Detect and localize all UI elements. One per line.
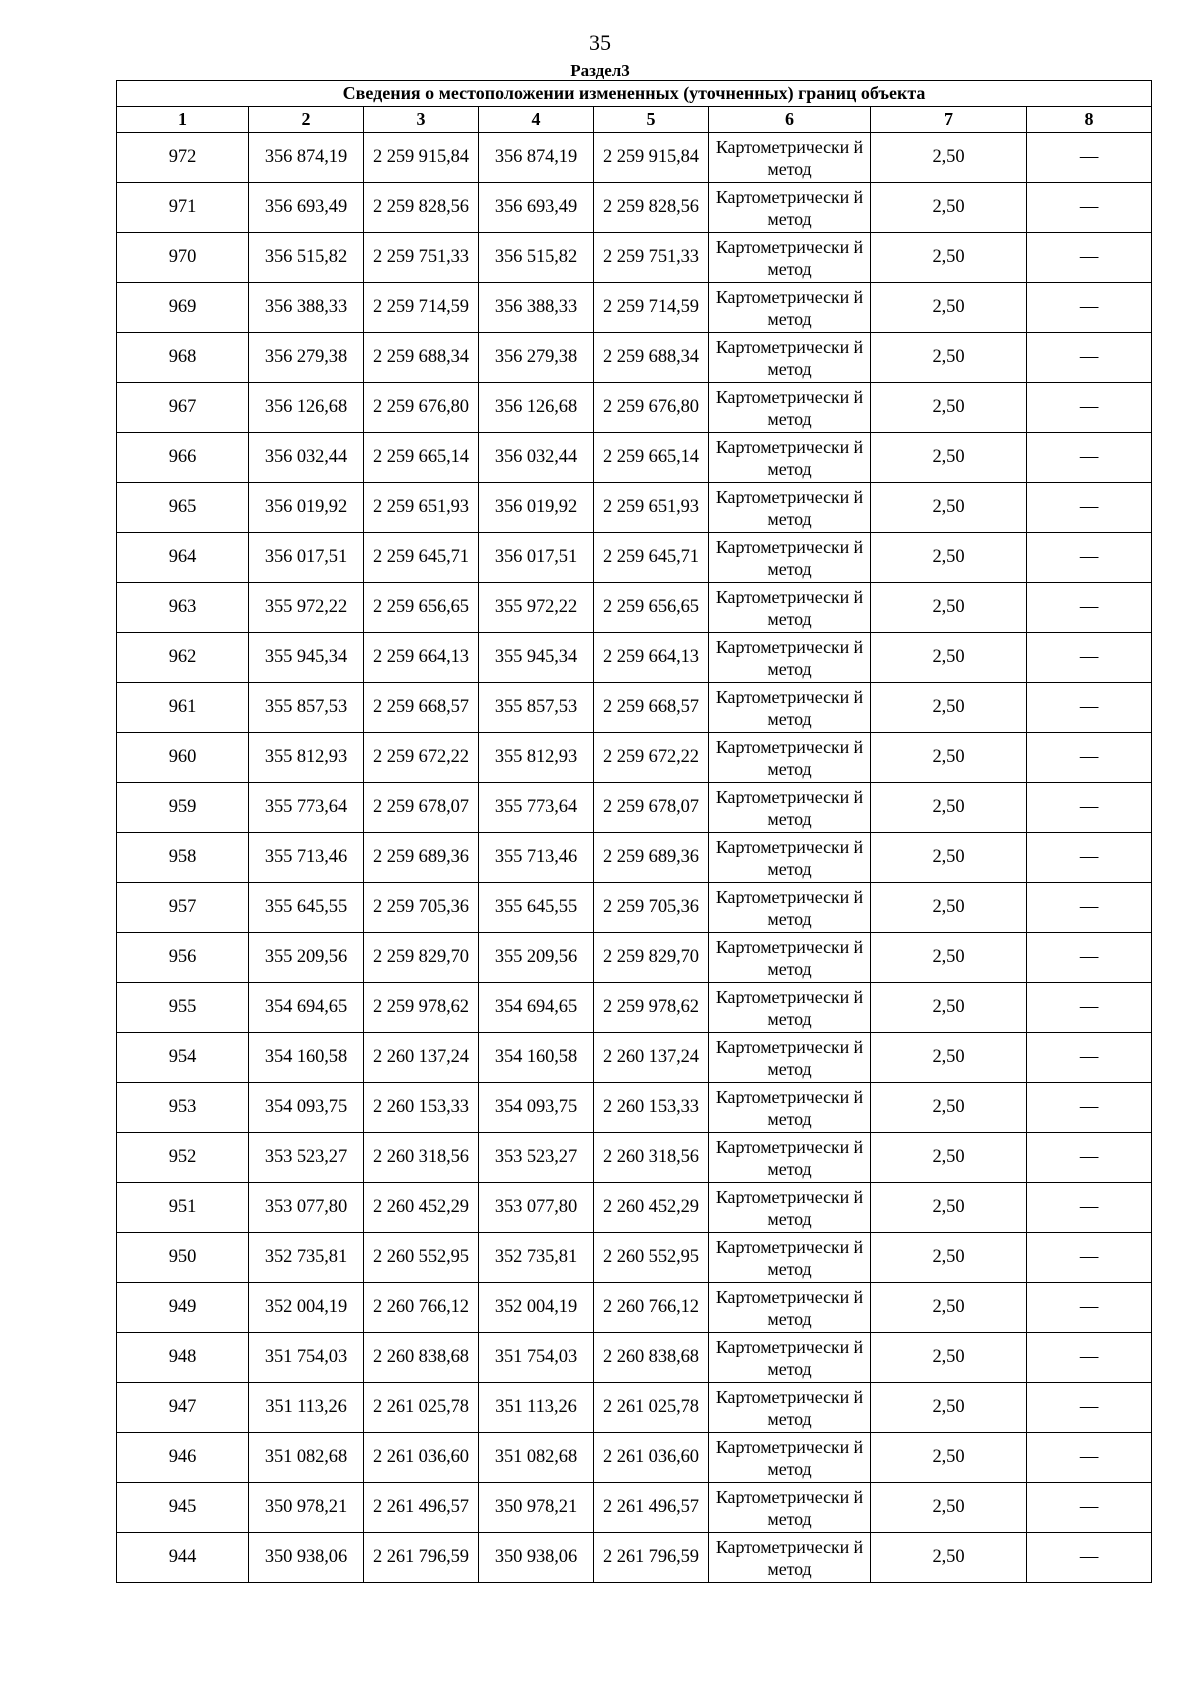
- coord-y-new-cell: 2 259 705,36: [594, 883, 709, 933]
- coord-y-existing-cell: 2 259 645,71: [364, 533, 479, 583]
- coord-x-new-cell: 354 160,58: [479, 1033, 594, 1083]
- coord-x-existing-cell: 354 694,65: [249, 983, 364, 1033]
- point-number-cell: 953: [117, 1083, 249, 1133]
- method-cell: Картометрически й метод: [709, 583, 871, 633]
- coord-y-new-cell: 2 259 672,22: [594, 733, 709, 783]
- accuracy-cell: 2,50: [871, 1033, 1027, 1083]
- method-cell: Картометрически й метод: [709, 633, 871, 683]
- coord-y-new-cell: 2 259 915,84: [594, 133, 709, 183]
- method-cell: Картометрически й метод: [709, 1083, 871, 1133]
- description-cell: —: [1027, 433, 1152, 483]
- column-number-header: 6: [709, 107, 871, 133]
- coord-y-existing-cell: 2 261 496,57: [364, 1483, 479, 1533]
- coord-x-new-cell: 354 093,75: [479, 1083, 594, 1133]
- coord-x-existing-cell: 355 713,46: [249, 833, 364, 883]
- description-cell: —: [1027, 333, 1152, 383]
- method-cell: Картометрически й метод: [709, 1033, 871, 1083]
- point-number-cell: 954: [117, 1033, 249, 1083]
- coord-y-new-cell: 2 260 153,33: [594, 1083, 709, 1133]
- accuracy-cell: 2,50: [871, 883, 1027, 933]
- point-number-cell: 961: [117, 683, 249, 733]
- coord-y-existing-cell: 2 259 651,93: [364, 483, 479, 533]
- page-number: 35: [589, 30, 611, 55]
- coord-x-new-cell: 355 645,55: [479, 883, 594, 933]
- method-cell: Картометрически й метод: [709, 833, 871, 883]
- coord-x-new-cell: 355 209,56: [479, 933, 594, 983]
- coord-x-existing-cell: 356 515,82: [249, 233, 364, 283]
- coord-x-new-cell: 356 874,19: [479, 133, 594, 183]
- accuracy-cell: 2,50: [871, 733, 1027, 783]
- method-cell: Картометрически й метод: [709, 383, 871, 433]
- description-cell: —: [1027, 483, 1152, 533]
- point-number-cell: 958: [117, 833, 249, 883]
- method-cell: Картометрически й метод: [709, 1383, 871, 1433]
- point-number-cell: 970: [117, 233, 249, 283]
- table-row: [117, 983, 1152, 1033]
- coord-y-existing-cell: 2 259 915,84: [364, 133, 479, 183]
- description-cell: —: [1027, 1433, 1152, 1483]
- coord-y-new-cell: 2 260 552,95: [594, 1233, 709, 1283]
- accuracy-cell: 2,50: [871, 1483, 1027, 1533]
- accuracy-cell: 2,50: [871, 1283, 1027, 1333]
- accuracy-cell: 2,50: [871, 583, 1027, 633]
- accuracy-cell: 2,50: [871, 783, 1027, 833]
- description-cell: —: [1027, 183, 1152, 233]
- point-number-cell: 960: [117, 733, 249, 783]
- table-row: [117, 133, 1152, 183]
- method-cell: Картометрически й метод: [709, 1333, 871, 1383]
- coord-y-existing-cell: 2 259 829,70: [364, 933, 479, 983]
- coord-x-new-cell: 353 523,27: [479, 1133, 594, 1183]
- coord-y-existing-cell: 2 259 668,57: [364, 683, 479, 733]
- coord-x-new-cell: 351 113,26: [479, 1383, 594, 1433]
- coord-x-existing-cell: 355 645,55: [249, 883, 364, 933]
- description-cell: —: [1027, 1233, 1152, 1283]
- column-number-header: 7: [871, 107, 1027, 133]
- method-cell: Картометрически й метод: [709, 283, 871, 333]
- description-cell: —: [1027, 583, 1152, 633]
- coord-y-new-cell: 2 259 668,57: [594, 683, 709, 733]
- coord-x-new-cell: 352 735,81: [479, 1233, 594, 1283]
- description-cell: —: [1027, 783, 1152, 833]
- table-row: [117, 583, 1152, 633]
- accuracy-cell: 2,50: [871, 483, 1027, 533]
- coord-x-existing-cell: 355 857,53: [249, 683, 364, 733]
- coord-x-existing-cell: 351 754,03: [249, 1333, 364, 1383]
- coord-y-existing-cell: 2 260 452,29: [364, 1183, 479, 1233]
- coord-x-existing-cell: 356 017,51: [249, 533, 364, 583]
- coord-y-new-cell: 2 261 796,59: [594, 1533, 709, 1583]
- section-title: Раздел3: [570, 61, 630, 80]
- point-number-cell: 972: [117, 133, 249, 183]
- point-number-cell: 955: [117, 983, 249, 1033]
- coord-x-new-cell: 355 812,93: [479, 733, 594, 783]
- point-number-cell: 965: [117, 483, 249, 533]
- coord-x-existing-cell: 354 160,58: [249, 1033, 364, 1083]
- coord-x-new-cell: 356 017,51: [479, 533, 594, 583]
- coord-y-new-cell: 2 259 828,56: [594, 183, 709, 233]
- accuracy-cell: 2,50: [871, 1433, 1027, 1483]
- point-number-cell: 969: [117, 283, 249, 333]
- accuracy-cell: 2,50: [871, 333, 1027, 383]
- coord-y-existing-cell: 2 260 838,68: [364, 1333, 479, 1383]
- coord-y-new-cell: 2 259 678,07: [594, 783, 709, 833]
- coord-y-existing-cell: 2 259 664,13: [364, 633, 479, 683]
- table-row: [117, 1083, 1152, 1133]
- table-row: [117, 783, 1152, 833]
- accuracy-cell: 2,50: [871, 1133, 1027, 1183]
- coord-x-existing-cell: 350 938,06: [249, 1533, 364, 1583]
- coord-y-new-cell: 2 259 714,59: [594, 283, 709, 333]
- method-cell: Картометрически й метод: [709, 133, 871, 183]
- method-cell: Картометрически й метод: [709, 183, 871, 233]
- description-cell: —: [1027, 383, 1152, 433]
- coord-y-existing-cell: 2 259 676,80: [364, 383, 479, 433]
- point-number-cell: 964: [117, 533, 249, 583]
- method-cell: Картометрически й метод: [709, 883, 871, 933]
- coord-y-new-cell: 2 259 751,33: [594, 233, 709, 283]
- coord-x-new-cell: 356 126,68: [479, 383, 594, 433]
- method-cell: Картометрически й метод: [709, 1433, 871, 1483]
- coord-y-existing-cell: 2 259 665,14: [364, 433, 479, 483]
- method-cell: Картометрически й метод: [709, 533, 871, 583]
- point-number-cell: 956: [117, 933, 249, 983]
- coord-y-existing-cell: 2 260 153,33: [364, 1083, 479, 1133]
- coord-y-existing-cell: 2 259 656,65: [364, 583, 479, 633]
- coord-x-new-cell: 354 694,65: [479, 983, 594, 1033]
- column-number-header: 8: [1027, 107, 1152, 133]
- description-cell: —: [1027, 283, 1152, 333]
- point-number-cell: 963: [117, 583, 249, 633]
- coord-y-existing-cell: 2 261 036,60: [364, 1433, 479, 1483]
- method-cell: Картометрически й метод: [709, 1483, 871, 1533]
- coord-y-existing-cell: 2 261 796,59: [364, 1533, 479, 1583]
- coord-x-new-cell: 355 773,64: [479, 783, 594, 833]
- coord-x-new-cell: 351 754,03: [479, 1333, 594, 1383]
- coord-x-existing-cell: 356 874,19: [249, 133, 364, 183]
- coord-y-new-cell: 2 259 689,36: [594, 833, 709, 883]
- method-cell: Картометрически й метод: [709, 783, 871, 833]
- accuracy-cell: 2,50: [871, 233, 1027, 283]
- description-cell: —: [1027, 1533, 1152, 1583]
- description-cell: —: [1027, 1133, 1152, 1183]
- table-row: [117, 533, 1152, 583]
- description-cell: —: [1027, 1383, 1152, 1433]
- table-row: [117, 1333, 1152, 1383]
- table-row: [117, 883, 1152, 933]
- coord-x-existing-cell: 350 978,21: [249, 1483, 364, 1533]
- coord-y-existing-cell: 2 260 766,12: [364, 1283, 479, 1333]
- coord-y-new-cell: 2 259 645,71: [594, 533, 709, 583]
- accuracy-cell: 2,50: [871, 433, 1027, 483]
- description-cell: —: [1027, 133, 1152, 183]
- coord-x-existing-cell: 355 812,93: [249, 733, 364, 783]
- point-number-cell: 967: [117, 383, 249, 433]
- coord-y-new-cell: 2 259 829,70: [594, 933, 709, 983]
- coord-x-existing-cell: 356 388,33: [249, 283, 364, 333]
- coord-y-existing-cell: 2 261 025,78: [364, 1383, 479, 1433]
- description-cell: —: [1027, 233, 1152, 283]
- coord-y-existing-cell: 2 259 678,07: [364, 783, 479, 833]
- description-cell: —: [1027, 983, 1152, 1033]
- accuracy-cell: 2,50: [871, 133, 1027, 183]
- table-body: [117, 133, 1152, 1583]
- coord-y-existing-cell: 2 259 714,59: [364, 283, 479, 333]
- method-cell: Картометрически й метод: [709, 483, 871, 533]
- coord-y-new-cell: 2 259 656,65: [594, 583, 709, 633]
- method-cell: Картометрически й метод: [709, 733, 871, 783]
- accuracy-cell: 2,50: [871, 1533, 1027, 1583]
- description-cell: —: [1027, 733, 1152, 783]
- coord-y-new-cell: 2 261 036,60: [594, 1433, 709, 1483]
- coord-y-new-cell: 2 259 978,62: [594, 983, 709, 1033]
- table-row: [117, 383, 1152, 433]
- table-row: [117, 183, 1152, 233]
- accuracy-cell: 2,50: [871, 183, 1027, 233]
- coord-x-existing-cell: 355 972,22: [249, 583, 364, 633]
- coord-x-existing-cell: 355 773,64: [249, 783, 364, 833]
- column-number-header: 4: [479, 107, 594, 133]
- coord-x-new-cell: 355 945,34: [479, 633, 594, 683]
- method-cell: Картометрически й метод: [709, 1533, 871, 1583]
- coord-y-existing-cell: 2 259 672,22: [364, 733, 479, 783]
- accuracy-cell: 2,50: [871, 1233, 1027, 1283]
- table-row: [117, 1383, 1152, 1433]
- coord-y-new-cell: 2 259 665,14: [594, 433, 709, 483]
- point-number-cell: 959: [117, 783, 249, 833]
- point-number-cell: 949: [117, 1283, 249, 1333]
- table-row: [117, 1483, 1152, 1533]
- point-number-cell: 946: [117, 1433, 249, 1483]
- coord-y-new-cell: 2 260 137,24: [594, 1033, 709, 1083]
- accuracy-cell: 2,50: [871, 983, 1027, 1033]
- column-number-row: [117, 107, 1152, 133]
- coord-y-new-cell: 2 260 318,56: [594, 1133, 709, 1183]
- column-number-header: 1: [117, 107, 249, 133]
- accuracy-cell: 2,50: [871, 833, 1027, 883]
- table-row: [117, 1533, 1152, 1583]
- accuracy-cell: 2,50: [871, 1183, 1027, 1233]
- method-cell: Картометрически й метод: [709, 233, 871, 283]
- table-row: [117, 933, 1152, 983]
- coord-y-new-cell: 2 260 766,12: [594, 1283, 709, 1333]
- point-number-cell: 945: [117, 1483, 249, 1533]
- coord-y-existing-cell: 2 260 137,24: [364, 1033, 479, 1083]
- table-row: [117, 733, 1152, 783]
- coord-y-existing-cell: 2 259 751,33: [364, 233, 479, 283]
- table-row: [117, 233, 1152, 283]
- coord-x-existing-cell: 352 735,81: [249, 1233, 364, 1283]
- table-row: [117, 683, 1152, 733]
- method-cell: Картометрически й метод: [709, 1233, 871, 1283]
- coord-x-existing-cell: 356 019,92: [249, 483, 364, 533]
- accuracy-cell: 2,50: [871, 383, 1027, 433]
- coord-x-new-cell: 355 972,22: [479, 583, 594, 633]
- table-row: [117, 1033, 1152, 1083]
- table-row: [117, 1283, 1152, 1333]
- description-cell: —: [1027, 1283, 1152, 1333]
- accuracy-cell: 2,50: [871, 683, 1027, 733]
- boundary-points-table: [116, 80, 1152, 1583]
- accuracy-cell: 2,50: [871, 633, 1027, 683]
- coord-y-existing-cell: 2 260 318,56: [364, 1133, 479, 1183]
- accuracy-cell: 2,50: [871, 533, 1027, 583]
- method-cell: Картометрически й метод: [709, 1283, 871, 1333]
- method-cell: Картометрически й метод: [709, 333, 871, 383]
- coord-x-existing-cell: 351 082,68: [249, 1433, 364, 1483]
- column-number-header: 3: [364, 107, 479, 133]
- table-caption: Сведения о местоположении измененных (уточненных) границ объекта: [117, 81, 1152, 107]
- coord-x-new-cell: 356 388,33: [479, 283, 594, 333]
- coord-y-existing-cell: 2 259 978,62: [364, 983, 479, 1033]
- coord-x-new-cell: 355 713,46: [479, 833, 594, 883]
- coord-y-new-cell: 2 260 838,68: [594, 1333, 709, 1383]
- coord-x-new-cell: 353 077,80: [479, 1183, 594, 1233]
- column-number-header: 2: [249, 107, 364, 133]
- coord-y-new-cell: 2 260 452,29: [594, 1183, 709, 1233]
- coord-x-new-cell: 356 279,38: [479, 333, 594, 383]
- point-number-cell: 957: [117, 883, 249, 933]
- table-row: [117, 633, 1152, 683]
- point-number-cell: 948: [117, 1333, 249, 1383]
- method-cell: Картометрически й метод: [709, 433, 871, 483]
- coord-x-existing-cell: 352 004,19: [249, 1283, 364, 1333]
- accuracy-cell: 2,50: [871, 1083, 1027, 1133]
- table-row: [117, 283, 1152, 333]
- coord-x-existing-cell: 353 523,27: [249, 1133, 364, 1183]
- coord-y-new-cell: 2 259 651,93: [594, 483, 709, 533]
- description-cell: —: [1027, 833, 1152, 883]
- table-caption-row: [117, 81, 1152, 107]
- column-number-header: 5: [594, 107, 709, 133]
- description-cell: —: [1027, 1483, 1152, 1533]
- coord-x-new-cell: 356 019,92: [479, 483, 594, 533]
- point-number-cell: 950: [117, 1233, 249, 1283]
- coord-x-new-cell: 351 082,68: [479, 1433, 594, 1483]
- coord-y-new-cell: 2 259 676,80: [594, 383, 709, 433]
- description-cell: —: [1027, 1033, 1152, 1083]
- point-number-cell: 952: [117, 1133, 249, 1183]
- coord-x-new-cell: 356 032,44: [479, 433, 594, 483]
- coord-x-existing-cell: 356 693,49: [249, 183, 364, 233]
- point-number-cell: 968: [117, 333, 249, 383]
- coord-x-existing-cell: 353 077,80: [249, 1183, 364, 1233]
- description-cell: —: [1027, 1333, 1152, 1383]
- description-cell: —: [1027, 1083, 1152, 1133]
- coord-y-new-cell: 2 259 688,34: [594, 333, 709, 383]
- coord-y-existing-cell: 2 259 688,34: [364, 333, 479, 383]
- coord-x-existing-cell: 355 945,34: [249, 633, 364, 683]
- coord-x-existing-cell: 354 093,75: [249, 1083, 364, 1133]
- coord-x-existing-cell: 355 209,56: [249, 933, 364, 983]
- method-cell: Картометрически й метод: [709, 1133, 871, 1183]
- description-cell: —: [1027, 933, 1152, 983]
- coord-x-new-cell: 355 857,53: [479, 683, 594, 733]
- coord-x-existing-cell: 356 032,44: [249, 433, 364, 483]
- coord-y-existing-cell: 2 259 828,56: [364, 183, 479, 233]
- point-number-cell: 947: [117, 1383, 249, 1433]
- table-row: [117, 433, 1152, 483]
- method-cell: Картометрически й метод: [709, 983, 871, 1033]
- point-number-cell: 951: [117, 1183, 249, 1233]
- coord-y-new-cell: 2 261 496,57: [594, 1483, 709, 1533]
- description-cell: —: [1027, 1183, 1152, 1233]
- coord-y-existing-cell: 2 259 705,36: [364, 883, 479, 933]
- table-row: [117, 1183, 1152, 1233]
- coord-x-new-cell: 352 004,19: [479, 1283, 594, 1333]
- table-row: [117, 1233, 1152, 1283]
- coord-y-new-cell: 2 261 025,78: [594, 1383, 709, 1433]
- table-row: [117, 333, 1152, 383]
- point-number-cell: 971: [117, 183, 249, 233]
- method-cell: Картометрически й метод: [709, 933, 871, 983]
- point-number-cell: 944: [117, 1533, 249, 1583]
- coord-x-new-cell: 356 515,82: [479, 233, 594, 283]
- description-cell: —: [1027, 633, 1152, 683]
- coord-x-new-cell: 356 693,49: [479, 183, 594, 233]
- description-cell: —: [1027, 683, 1152, 733]
- coord-x-existing-cell: 356 126,68: [249, 383, 364, 433]
- method-cell: Картометрически й метод: [709, 1183, 871, 1233]
- accuracy-cell: 2,50: [871, 933, 1027, 983]
- method-cell: Картометрически й метод: [709, 683, 871, 733]
- coord-x-new-cell: 350 978,21: [479, 1483, 594, 1533]
- description-cell: —: [1027, 883, 1152, 933]
- coord-x-new-cell: 350 938,06: [479, 1533, 594, 1583]
- accuracy-cell: 2,50: [871, 1333, 1027, 1383]
- description-cell: —: [1027, 533, 1152, 583]
- coord-y-existing-cell: 2 259 689,36: [364, 833, 479, 883]
- table-row: [117, 1133, 1152, 1183]
- table-row: [117, 483, 1152, 533]
- coord-y-existing-cell: 2 260 552,95: [364, 1233, 479, 1283]
- coord-y-new-cell: 2 259 664,13: [594, 633, 709, 683]
- accuracy-cell: 2,50: [871, 1383, 1027, 1433]
- table-row: [117, 1433, 1152, 1483]
- point-number-cell: 966: [117, 433, 249, 483]
- coord-x-existing-cell: 356 279,38: [249, 333, 364, 383]
- accuracy-cell: 2,50: [871, 283, 1027, 333]
- coord-x-existing-cell: 351 113,26: [249, 1383, 364, 1433]
- point-number-cell: 962: [117, 633, 249, 683]
- table-row: [117, 833, 1152, 883]
